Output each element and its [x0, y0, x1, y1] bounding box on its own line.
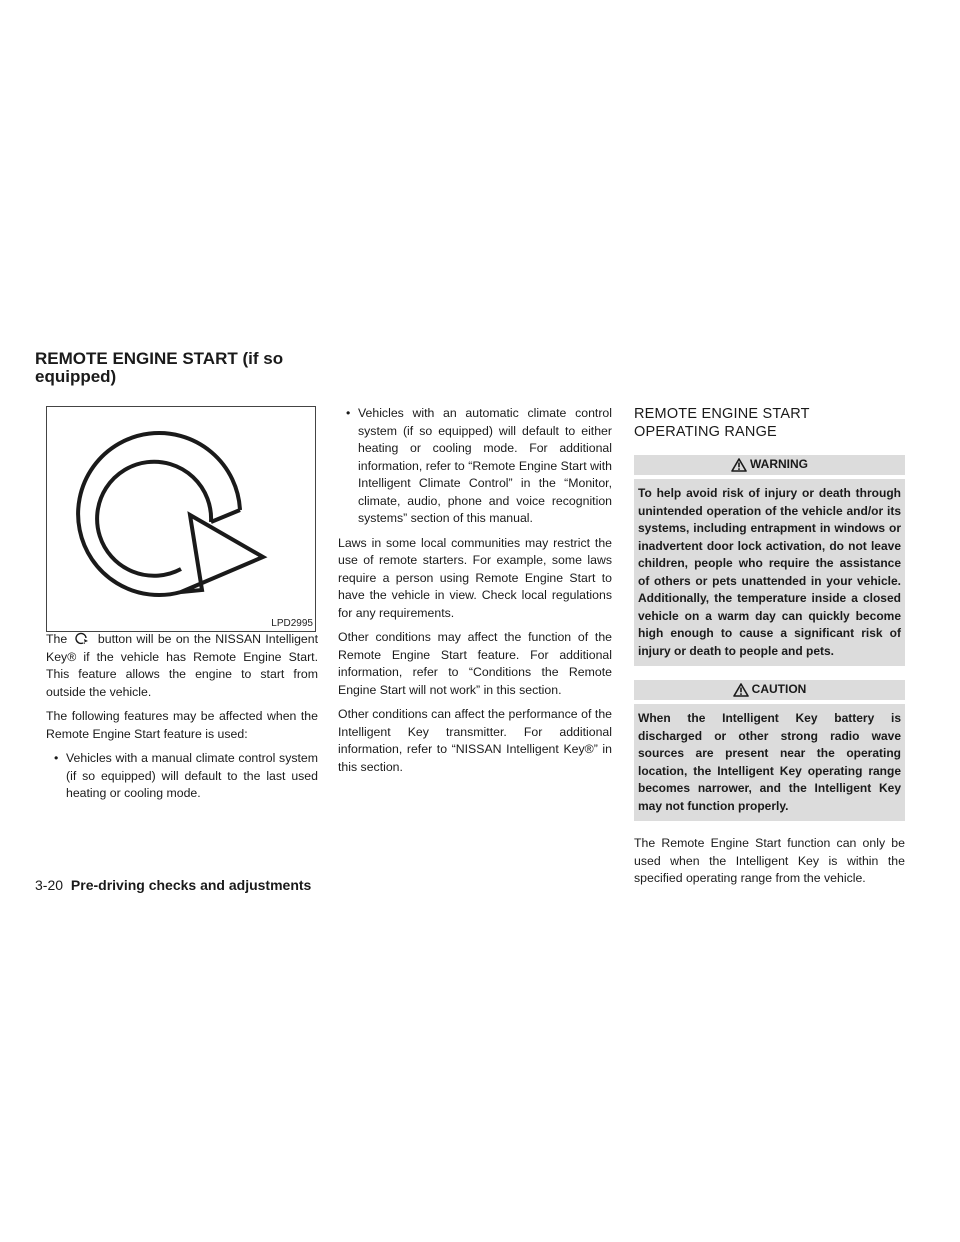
page-footer: [35, 877, 311, 893]
bullet-automatic-climate: [338, 405, 612, 528]
chapter-title: Pre-driving checks and adjustments: [70, 877, 312, 893]
page-number: 3-20: [35, 877, 64, 893]
intro-text-after: button will be on the NISSAN Intelligent Key® if the vehicle has Remote Engine Start. This feature allows the engine to start from outside the vehicle.: [46, 632, 319, 699]
bullet-text: Vehicles with an automatic climate control system (if so equipped) will default to either heating or cooling mode. For additional information, refer to “Remote Engine Start with Intelligent Climate Control” in the “Monitor, climate, audio, phone and voice recognition systems” section of this manual.: [358, 406, 612, 525]
intro-text-before: The: [46, 632, 68, 646]
column-1: [46, 631, 318, 810]
remote-start-figure: [46, 406, 316, 632]
caution-title: [634, 680, 905, 700]
bullet-dot: •: [54, 751, 59, 765]
laws-paragraph: Laws in some local communities may restrict the use of remote starters. For example, some laws require a person using Remote Engine Start to have the vehicle in view. Check local regulations for any requirements.: [338, 535, 612, 620]
heading-line-2: OPERATING RANGE: [634, 424, 777, 440]
bullet-manual-climate: [46, 750, 318, 803]
transmitter-paragraph: Other conditions can affect the performance of the Intelligent Key transmitter. For additional information, refer to “NISSAN Intelligent Key®” in this section.: [338, 707, 612, 774]
warning-title: [634, 455, 905, 475]
operating-range-heading: [634, 405, 905, 441]
warning-body: To help avoid risk of injury or death through unintended operation of the vehicle and/or its systems, including entrapment in windows or inadvertent door lock activation, do not leave children, people who require the assistance of others or pets unattended in your vehicle. Additionally, the temperature inside a closed vehicle on a warm day can quickly become high enough to cause a significant risk of injury or death to people and pets.: [634, 479, 905, 666]
column-3: [634, 405, 905, 895]
heading-line-1: REMOTE ENGINE START: [634, 406, 810, 422]
operating-range-paragraph: The Remote Engine Start function can only be used when the Intelligent Key is within the specified operating range from the vehicle.: [634, 836, 905, 885]
caution-triangle-icon: [733, 683, 749, 697]
intro-paragraph: [46, 631, 318, 701]
bullet-dot: •: [346, 406, 351, 420]
column-2: [338, 405, 612, 783]
remote-start-inline-icon: [72, 631, 94, 645]
remote-start-circular-arrow-icon: [47, 407, 315, 631]
section-heading: REMOTE ENGINE START (if so equipped): [35, 349, 284, 386]
figure-code: LPD2995: [271, 618, 313, 629]
warning-triangle-icon: [731, 458, 747, 472]
caution-body: When the Intelligent Key battery is discharged or other strong radio wave sources are present near the operating location, the Intelligent Key operating range becomes narrower, and the Intelligent Key may not function properly.: [634, 704, 905, 821]
bullet-text: Vehicles with a manual climate control system (if so equipped) will default to the last used heating or cooling mode.: [66, 751, 318, 800]
warning-title-text: WARNING: [750, 457, 808, 472]
conditions-paragraph: Other conditions may affect the function of the Remote Engine Start feature. For additional information, refer to “Conditions the Remote Engine Start will not work” in this section.: [338, 630, 612, 697]
features-paragraph: The following features may be affected when the Remote Engine Start feature is used:: [46, 709, 318, 741]
caution-title-text: CAUTION: [751, 682, 807, 697]
